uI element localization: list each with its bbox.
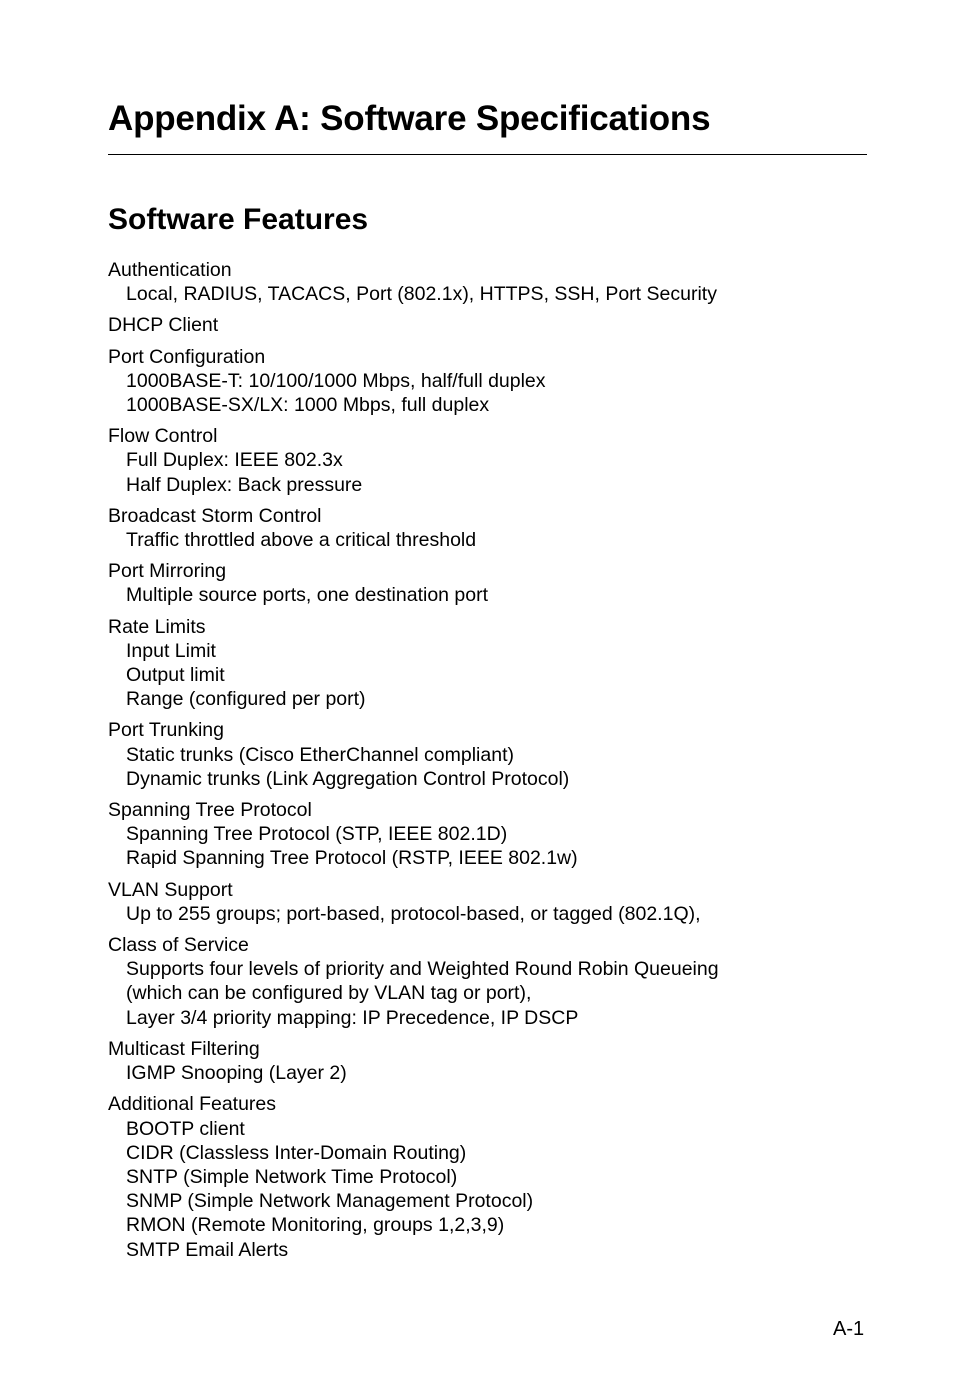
feature-detail: (which can be configured by VLAN tag or port),	[126, 982, 532, 1005]
title-divider	[108, 154, 867, 155]
feature-name: Additional Features	[108, 1093, 277, 1116]
feature-detail: IGMP Snooping (Layer 2)	[126, 1062, 347, 1085]
feature-detail: Range (configured per port)	[126, 688, 366, 711]
feature-detail: Input Limit	[126, 639, 216, 662]
feature-name: Authentication	[108, 259, 232, 281]
feature-detail: SNTP (Simple Network Time Protocol)	[126, 1165, 458, 1188]
feature-name: VLAN Support	[108, 878, 233, 901]
feature-detail: Local, RADIUS, TACACS, Port (802.1x), HTTPS, SSH, Port Security	[126, 283, 717, 306]
feature-detail: Rapid Spanning Tree Protocol (RSTP, IEEE 802.1w)	[126, 847, 578, 870]
feature-detail: Supports four levels of priority and Weighted Round Robin Queueing	[126, 958, 719, 981]
feature-item	[108, 504, 868, 552]
feature-detail: Static trunks (Cisco EtherChannel compliant)	[126, 743, 514, 766]
feature-item	[108, 345, 868, 418]
feature-item	[108, 559, 868, 607]
feature-detail: 1000BASE-SX/LX: 1000 Mbps, full duplex	[126, 394, 490, 417]
feature-name: Port Trunking	[108, 719, 224, 742]
feature-name: Broadcast Storm Control	[108, 504, 322, 527]
feature-item	[108, 718, 868, 791]
feature-detail: 1000BASE-T: 10/100/1000 Mbps, half/full duplex	[126, 369, 546, 392]
feature-item	[108, 424, 868, 497]
feature-detail: Spanning Tree Protocol (STP, IEEE 802.1D)	[126, 823, 508, 846]
feature-name: Flow Control	[108, 425, 218, 448]
feature-name: DHCP Client	[108, 314, 219, 337]
section-title: Software Features	[108, 203, 369, 236]
feature-detail: Layer 3/4 priority mapping: IP Precedence, IP DSCP	[126, 1006, 579, 1029]
feature-item	[108, 933, 868, 1030]
feature-detail: Up to 255 groups; port-based, protocol-based, or tagged (802.1Q),	[126, 902, 701, 925]
feature-name: Multicast Filtering	[108, 1037, 260, 1060]
feature-detail: SNMP (Simple Network Management Protocol)	[126, 1190, 534, 1213]
feature-detail: Half Duplex: Back pressure	[126, 473, 363, 496]
feature-name: Port Mirroring	[108, 560, 227, 583]
feature-item	[108, 313, 868, 337]
feature-detail: Traffic throttled above a critical threshold	[126, 529, 477, 552]
feature-detail: RMON (Remote Monitoring, groups 1,2,3,9)	[126, 1214, 505, 1237]
feature-item	[108, 258, 868, 306]
feature-detail: Dynamic trunks (Link Aggregation Control Protocol)	[126, 767, 570, 790]
page-number: A-1	[833, 1318, 865, 1340]
feature-detail: Full Duplex: IEEE 802.3x	[126, 449, 343, 472]
feature-item	[108, 615, 868, 712]
feature-item	[108, 878, 868, 926]
feature-item	[108, 1092, 868, 1261]
feature-detail: SMTP Email Alerts	[126, 1238, 289, 1261]
feature-detail: Output limit	[126, 664, 225, 687]
page-title: Appendix A: Software Specifications	[108, 99, 711, 138]
feature-name: Port Configuration	[108, 345, 266, 368]
feature-name: Rate Limits	[108, 615, 206, 638]
feature-detail: CIDR (Classless Inter-Domain Routing)	[126, 1141, 467, 1164]
feature-detail: Multiple source ports, one destination port	[126, 584, 489, 607]
feature-detail: BOOTP client	[126, 1117, 245, 1140]
feature-item	[108, 798, 868, 871]
feature-name: Class of Service	[108, 934, 249, 957]
feature-name: Spanning Tree Protocol	[108, 799, 312, 822]
feature-item	[108, 1037, 868, 1085]
feature-list	[108, 258, 868, 1269]
